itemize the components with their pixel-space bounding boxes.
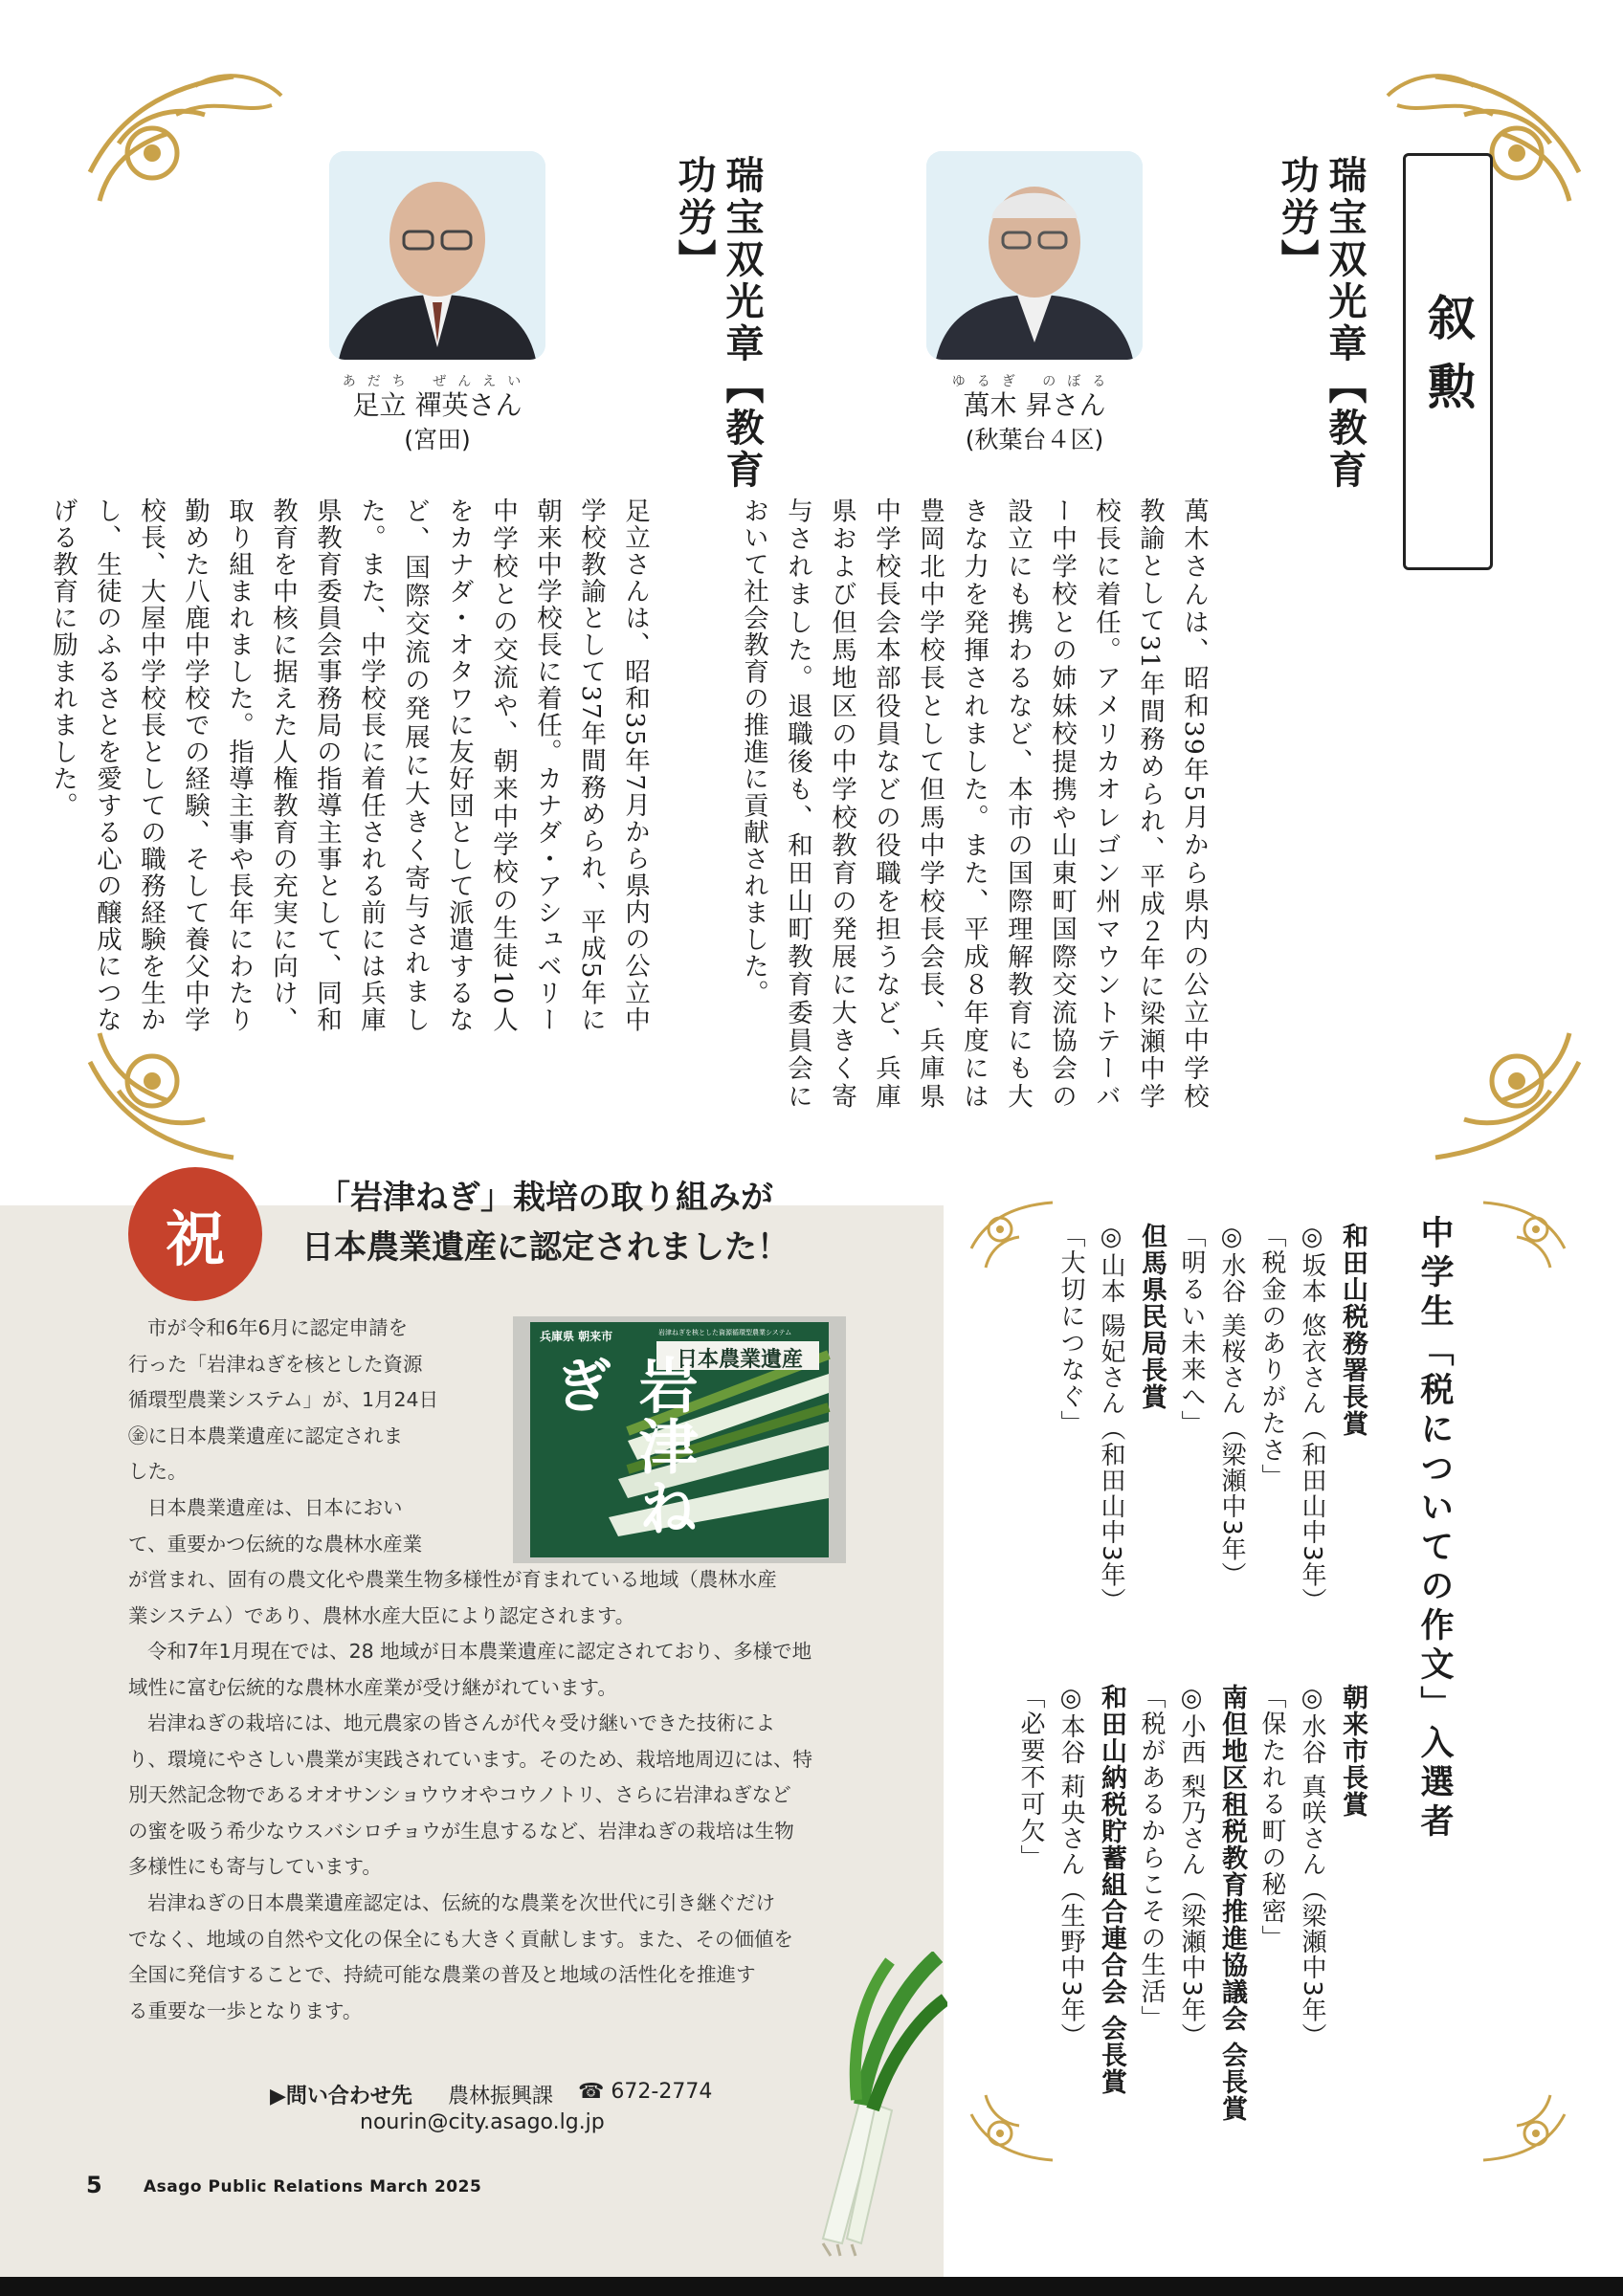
floral-ornament-icon (1474, 1191, 1569, 1287)
person-area: (秋葉台４区) (965, 426, 1104, 453)
prize-name: 和田山納税貯蓄組合連合会 会長賞 (1097, 1684, 1126, 2096)
winner-name: ◎山本 陽妃さん（和田山中3年） (1097, 1223, 1125, 1614)
name-ruby: あだち ぜんえい (342, 374, 533, 389)
poster-pref: 兵庫県 朝来市 (540, 1330, 613, 1343)
poster-small: 岩津ねぎを核とした資源循環型農業システム (658, 1329, 792, 1336)
winner-name: ◎本谷 莉央さん（生野中3年） (1056, 1684, 1085, 2049)
floral-ornament-icon (1474, 2076, 1569, 2172)
announcement-paragraph-2: 日本農業遺産は、日本におい て、重要かつ伝統的な農林水産業 が営まれ、固有の農文化や農業生物多様性が育まれている地域（農林水産 業システム）であり、農林水産大臣により認定されます。 (128, 1496, 777, 1627)
floral-ornament-icon (967, 1191, 1062, 1287)
name-ruby: ゆるぎ のぼる (951, 374, 1118, 389)
award-body-text: 萬木さんは、昭和39年5月から県内の公立中学校教諭として31年間務められ、平成２年に梁瀬中学校長に着任。アメリカオレゴン州マウントテーバー中学校との姉妹校提携や山東町国際交流協会の設立にも携わるなど、本市の国際理解教育にも大きな力を発揮されました。また、平成８年度には豊岡北中学校長として但馬中学校長会長、兵庫県中学校長会本部役員などの役職を担うなど、兵庫県および但馬地区の中学校教育の発展に大きく寄与されました。退職後も、和田山町教育委員会において社会教育の推進に貢献されました。 (739, 497, 1209, 1110)
person-name: 萬木 昇さん (963, 389, 1106, 421)
celebration-badge: 祝 (128, 1167, 262, 1301)
contact-label: ▶問い合わせ先 (270, 2085, 412, 2108)
prize-name: 朝来市長賞 (1338, 1684, 1367, 1818)
poster-heritage: 日本農業遺産 (676, 1347, 803, 1372)
essay-title: 「税があるからこその生活」 (1137, 1684, 1166, 2032)
page-bottom-bar (0, 2277, 1623, 2296)
contact-email[interactable]: nourin@city.asago.lg.jp (360, 2110, 605, 2134)
section-title-kunsho: 叙勲 (1403, 153, 1493, 570)
winner-name: ◎坂本 悠衣さん（和田山中3年） (1298, 1223, 1326, 1614)
publication-name: Asago Public Relations March 2025 (144, 2177, 482, 2197)
essay-section-title: 中学生「税についての作文」入選者 (1415, 1215, 1455, 1843)
poster-brand: 岩津ねぎ (544, 1355, 699, 1538)
announcement-headline: 「岩津ねぎ」栽培の取り組みが 日本農業遺産に認定されました！ (301, 1179, 789, 1267)
announcement-paragraph-5: 岩津ねぎの日本農業遺産認定は、伝統的な農業を次世代に引き継ぐだけ でなく、地域の自然や文化の保全にも大きく貢献します。また、その価値を 全国に発信することで、持続可能な農業の普及と地域の活性化を推進す る重要な一歩となります。 (128, 1891, 793, 2022)
announcement-paragraph-1: 市が令和6年6月に認定申請を 行った「岩津ねぎを核とした資源 循環型農業システム」が、1月24日 ㊎に日本農業遺産に認定されま した。 (128, 1316, 439, 1483)
winner-name: ◎水谷 真咲さん（梁瀬中3年） (1298, 1684, 1326, 2049)
prize-name: 南但地区租税教育推進協議会 会長賞 (1217, 1684, 1247, 2123)
contact-department: 農林振興課 (448, 2085, 554, 2108)
essay-title: 「明るい未来へ」 (1177, 1223, 1206, 1437)
prize-name: 和田山税務署長賞 (1338, 1223, 1367, 1437)
announcement-paragraph-3: 令和7年1月現在では、28 地域が日本農業遺産に認定されており、多様で地 域性に富む伝統的な農林水産業が受け継がれています。 (128, 1640, 812, 1699)
winner-name: ◎小西 梨乃さん（梁瀬中3年） (1177, 1684, 1206, 2049)
announcement-paragraph-4: 岩津ねぎの栽培には、地元農家の皆さんが代々受け継いできた技術によ り、環境にやさしい農業が実践されています。そのため、栽培地周辺には、特 別天然記念物であるオオサンショウウオやコウノトリ、さらに岩津ねぎなど の蜜を吸う希少なウスバシロチョウが生息するなど、岩津ねぎの栽培は生物 多様性にも寄与しています。 (128, 1711, 813, 1878)
green-onion-illustration (756, 1952, 947, 2258)
floral-ornament-icon (967, 2076, 1062, 2172)
winner-name: ◎水谷 美桜さん（梁瀬中3年） (1217, 1223, 1246, 1588)
prize-name: 但馬県民局長賞 (1137, 1223, 1167, 1410)
award-heading: 瑞宝双光章【教育功労】 (1275, 155, 1367, 492)
page-number: 5 (86, 2172, 102, 2198)
portrait-photo (329, 151, 545, 360)
floral-ornament-icon (80, 57, 310, 287)
iwatsu-negi-poster (513, 1316, 846, 1563)
award-heading: 瑞宝双光章【教育功労】 (672, 155, 765, 492)
portrait-photo (926, 151, 1143, 360)
floral-ornament-icon (1359, 947, 1589, 1177)
essay-title: 「必要不可欠」 (1016, 1684, 1045, 1871)
essay-title: 「大切につなぐ」 (1056, 1223, 1085, 1437)
essay-title: 「税金のありがたさ」 (1257, 1223, 1286, 1490)
award-body-text: 足立さんは、昭和35年7月から県内の公立中学校教諭として37年間務められ、平成5年に朝来中学校長に着任。カナダ・アシュベリー中学校との交流や、朝来中学校の生徒10人をカナダ・オタワに友好団として派遣するなど、国際交流の発展に大きく寄与されました。また、中学校長に着任される前には兵庫県教育委員会事務局の指導主事として、同和教育を中核に据えた人権教育の充実に向け、取り組まれました。指導主事や長年にわたり勤めた八鹿中学校での経験、そして養父中学校長、大屋中学校長としての職務経験を生かし、生徒のふるさとを愛する心の醸成につなげる教育に励まれました。 (48, 497, 650, 1033)
person-name: 足立 禪英さん (352, 389, 522, 421)
essay-title: 「保たれる町の秘密」 (1257, 1684, 1286, 1952)
person-area: (宮田) (404, 426, 471, 453)
contact-phone: ☎ 672-2774 (578, 2080, 713, 2104)
